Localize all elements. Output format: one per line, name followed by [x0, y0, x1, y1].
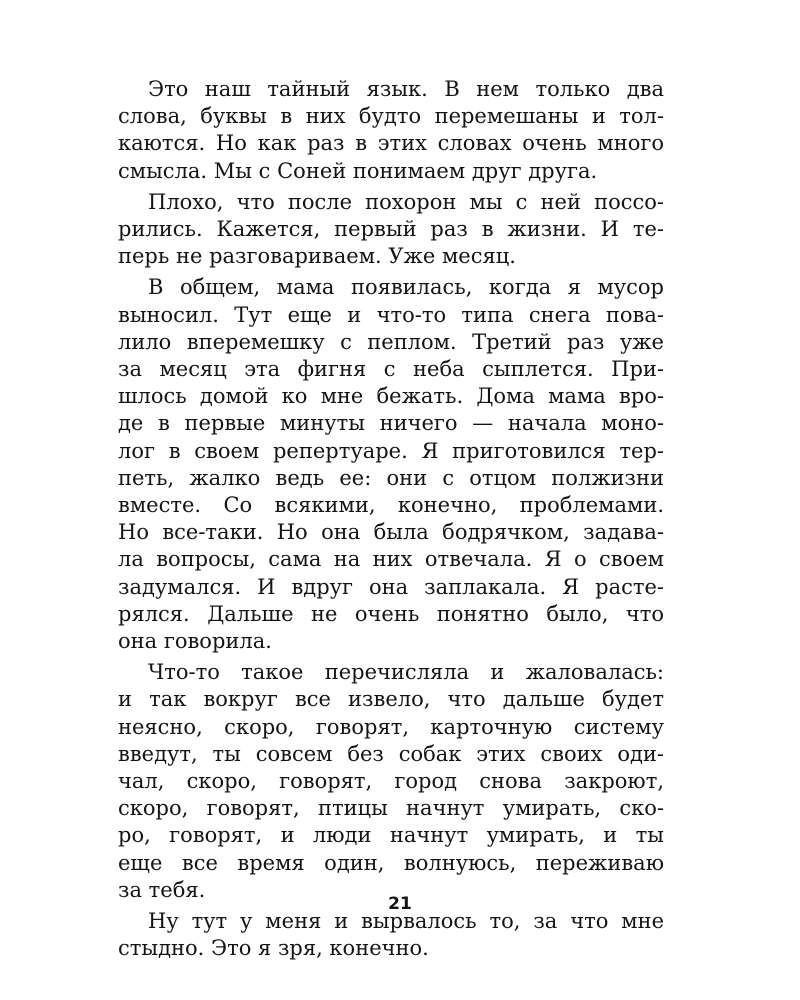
text-line: стыдно. Это я зря, конечно.	[118, 936, 429, 961]
paragraph-5	[118, 908, 664, 962]
text-line: Плохо, что после похорон мы с ней поссо-	[148, 189, 664, 214]
text-line: Ну тут у меня и вырвалось то, за что мне	[148, 909, 664, 934]
text-line: каются. Но как раз в этих словах очень много	[118, 131, 664, 156]
text-line: Это наш тайный язык. В нем только два	[148, 77, 664, 101]
body-text	[118, 76, 664, 963]
text-line: смысла. Мы с Соней понимаем друг друга.	[118, 158, 598, 183]
text-line: перь не разговариваем. Уже месяц.	[118, 244, 516, 269]
text-line: вместе. Со всякими, конечно, проблемами.	[118, 493, 664, 518]
text-line: неясно, скоро, говорят, карточную систему	[118, 714, 664, 739]
text-line: рились. Кажется, первый раз в жизни. И те-	[118, 217, 664, 242]
text-line: задумался. И вдруг она заплакала. Я расте-	[118, 574, 664, 599]
paragraph-4	[118, 659, 664, 904]
paragraph-2	[118, 189, 664, 271]
text-line: ро, говорят, и люди начнут умирать, и ты	[118, 823, 664, 848]
text-line: де в первые минуты ничего — начала моно-	[118, 411, 664, 436]
page-number: 21	[388, 894, 412, 914]
text-line: и так вокруг все извело, что дальше будет	[118, 687, 664, 712]
text-line: В общем, мама появилась, когда я мусор	[148, 275, 664, 300]
text-line: еще все время один, волнуюсь, переживаю	[118, 850, 664, 875]
text-line: скоро, говорят, птицы начнут умирать, ско-	[118, 796, 664, 821]
text-line: ла вопросы, сама на них отвечала. Я о своем	[118, 547, 664, 572]
text-line: Что-то такое перечисляла и жаловалась:	[148, 660, 664, 685]
text-line: слова, буквы в них будто перемешаны и тол-	[118, 104, 664, 129]
text-line: Но все-таки. Но она была бодрячком, задава-	[118, 520, 664, 545]
text-line: за тебя.	[118, 877, 206, 902]
text-line: введут, ты совсем без собак этих своих оди-	[118, 741, 664, 766]
paragraph-3	[118, 274, 664, 655]
text-line: лило вперемешку с пеплом. Третий раз уже	[118, 329, 664, 354]
text-line: петь, жалко ведь ее: они с отцом полжизни	[118, 465, 664, 490]
paragraph-1	[118, 76, 664, 185]
text-line: шлось домой ко мне бежать. Дома мама вро-	[118, 384, 664, 409]
text-line: чал, скоро, говорят, город снова закроют,	[118, 769, 664, 794]
text-line: лог в своем репертуаре. Я приготовился тер-	[118, 438, 664, 463]
text-line: рялся. Дальше не очень понятно было, что	[118, 601, 664, 626]
text-line: за месяц эта фигня с неба сыплется. При-	[118, 357, 664, 382]
text-line: выносил. Тут еще и что-то типа снега пова-	[118, 302, 664, 327]
text-line: она говорила.	[118, 629, 272, 654]
